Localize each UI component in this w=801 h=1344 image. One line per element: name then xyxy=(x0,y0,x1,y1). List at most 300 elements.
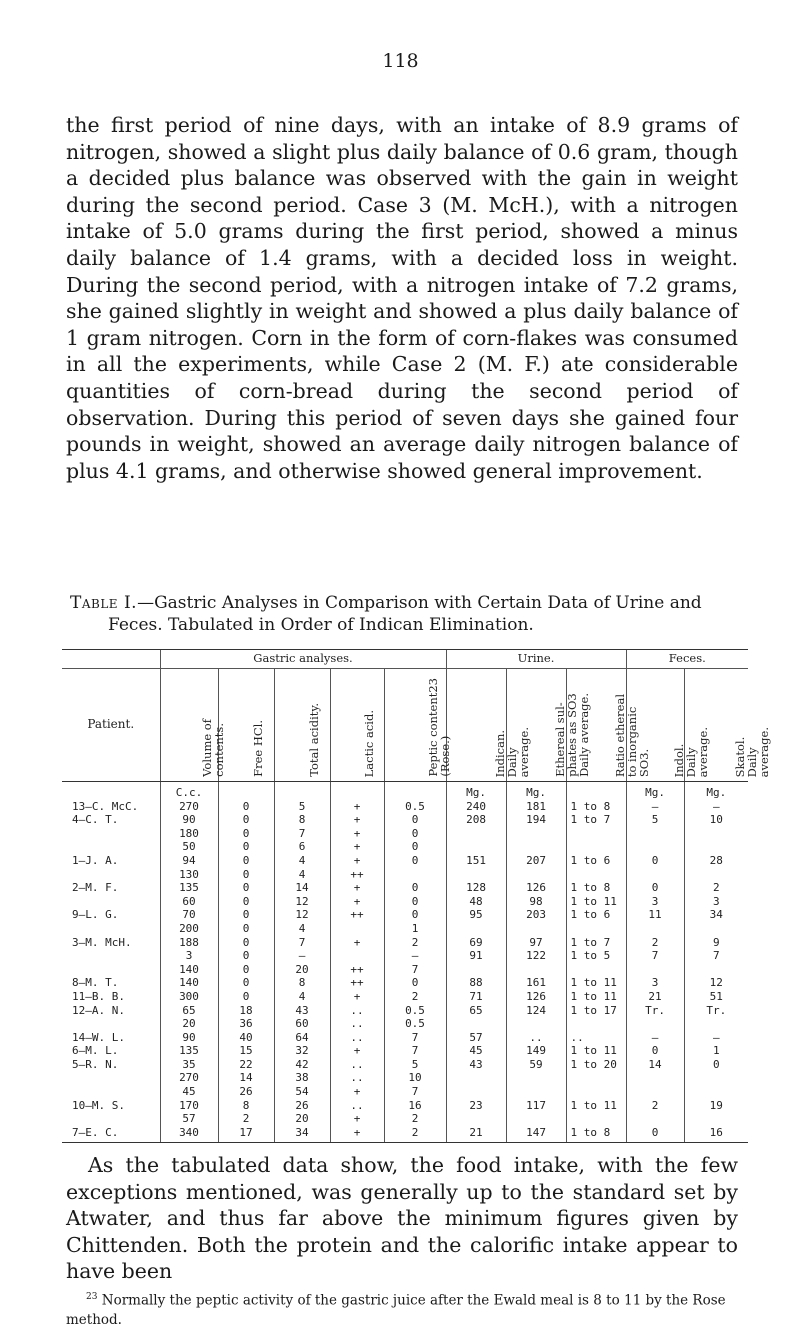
cell-lactic-acid: + xyxy=(330,1112,384,1126)
cell-patient xyxy=(62,827,160,841)
cell-patient: 14—W. L. xyxy=(72,1030,125,1044)
cell-skatol: 9 xyxy=(684,936,748,950)
cell-ethereal-sulphates: 98 xyxy=(506,895,566,909)
cell-peptic-content: 0 xyxy=(384,895,446,909)
table-row xyxy=(62,1058,748,1072)
cell-peptic-content: 2 xyxy=(384,1112,446,1126)
cell-indican: 65 xyxy=(446,1004,506,1018)
cell-indol xyxy=(626,1017,684,1031)
table-row xyxy=(62,868,748,882)
cell-ratio: 1 to 7 xyxy=(566,936,626,950)
cell-lactic-acid xyxy=(330,949,384,963)
cell-lactic-acid: ++ xyxy=(330,976,384,990)
cell-volume: 35 xyxy=(160,1058,218,1072)
cell-patient xyxy=(62,963,160,977)
cell-indican: 88 xyxy=(446,976,506,990)
cell-indol: 11 xyxy=(626,908,684,922)
cell-volume: 50 xyxy=(160,840,218,854)
cell-indol xyxy=(626,963,684,977)
cell-free-hcl: 18 xyxy=(218,1004,274,1018)
cell-total-acidity: 43 xyxy=(274,1004,330,1018)
cell-indol xyxy=(626,922,684,936)
cell-indol: 7 xyxy=(626,949,684,963)
cell-free-hcl: 0 xyxy=(218,990,274,1004)
cell-indican: 48 xyxy=(446,895,506,909)
cell-patient: 1—J. A. xyxy=(72,853,119,867)
cell-skatol xyxy=(684,868,748,882)
cell-free-hcl: 0 xyxy=(218,976,274,990)
group-blank xyxy=(62,650,160,669)
cell-volume: 300 xyxy=(160,990,218,1004)
cell-peptic-content: 0 xyxy=(384,813,446,827)
table-row xyxy=(62,1112,748,1126)
cell-free-hcl: 0 xyxy=(218,813,274,827)
cell-indican xyxy=(446,1112,506,1126)
cell-ethereal-sulphates: 126 xyxy=(506,990,566,1004)
cell-skatol: 10 xyxy=(684,813,748,827)
cell-ratio: 1 to 11 xyxy=(566,990,626,1004)
table-row xyxy=(62,1017,748,1031)
cell-ethereal-sulphates xyxy=(506,868,566,882)
table-row xyxy=(62,800,748,814)
header-lactic-acid: Lactic acid. xyxy=(330,669,384,782)
cell-indol: 3 xyxy=(626,895,684,909)
unit-cell xyxy=(274,782,330,800)
cell-peptic-content: 7 xyxy=(384,1031,446,1045)
cell-skatol: 12 xyxy=(684,976,748,990)
cell-ratio: 1 to 8 xyxy=(566,800,626,814)
group-feces: Feces. xyxy=(626,650,748,669)
cell-free-hcl: 0 xyxy=(218,800,274,814)
cell-lactic-acid xyxy=(330,922,384,936)
cell-peptic-content: 0 xyxy=(384,908,446,922)
cell-ratio: 1 to 6 xyxy=(566,854,626,868)
cell-ethereal-sulphates xyxy=(506,922,566,936)
table-row xyxy=(62,895,748,909)
cell-peptic-content: 0 xyxy=(384,854,446,868)
cell-total-acidity: 8 xyxy=(274,976,330,990)
table-row xyxy=(62,1031,748,1045)
cell-volume: 140 xyxy=(160,976,218,990)
cell-indol xyxy=(626,868,684,882)
cell-skatol: Tr. xyxy=(684,1004,748,1018)
cell-ratio: 1 to 11 xyxy=(566,1099,626,1113)
cell-ethereal-sulphates: 117 xyxy=(506,1099,566,1113)
cell-patient: 6—M. L. xyxy=(72,1044,119,1058)
cell-lactic-acid: .. xyxy=(330,1004,384,1018)
cell-ethereal-sulphates: 161 xyxy=(506,976,566,990)
cell-indol: — xyxy=(626,800,684,814)
cell-skatol: 2 xyxy=(684,881,748,895)
cell-ratio xyxy=(566,840,626,854)
body-paragraph-2: As the tabulated data show, the food intake, with the few exceptions mentioned, was generally up to the standard set by Atwater, and thus far above the minimum figures given by Chittenden. Both the protein and the calorific intake appear to have been xyxy=(66,1153,738,1284)
cell-free-hcl: 0 xyxy=(218,963,274,977)
cell-peptic-content: 0.5 xyxy=(384,1004,446,1018)
gastric-urine-feces-table xyxy=(62,649,772,1143)
table-row xyxy=(62,976,748,990)
table-row xyxy=(62,963,748,977)
cell-ratio: 1 to 8 xyxy=(566,881,626,895)
cell-skatol: 3 xyxy=(684,895,748,909)
cell-volume: 45 xyxy=(160,1085,218,1099)
cell-free-hcl: 8 xyxy=(218,1099,274,1113)
cell-indican xyxy=(446,868,506,882)
table-row xyxy=(62,936,748,950)
cell-patient: 10—M. S. xyxy=(72,1098,125,1112)
cell-ethereal-sulphates: 124 xyxy=(506,1004,566,1018)
cell-lactic-acid: .. xyxy=(330,1071,384,1085)
cell-patient xyxy=(62,868,160,882)
table-row xyxy=(62,1004,748,1018)
cell-indol xyxy=(626,1112,684,1126)
cell-ratio: .. xyxy=(566,1031,626,1045)
cell-ratio: 1 to 8 xyxy=(566,1126,626,1143)
cell-total-acidity: 20 xyxy=(274,963,330,977)
cell-lactic-acid: + xyxy=(330,1085,384,1099)
cell-ethereal-sulphates: 194 xyxy=(506,813,566,827)
cell-peptic-content: 7 xyxy=(384,963,446,977)
cell-indol xyxy=(626,827,684,841)
cell-ethereal-sulphates: 122 xyxy=(506,949,566,963)
unit-cell xyxy=(384,782,446,800)
cell-patient: 7—E. C. xyxy=(62,1126,160,1143)
cell-volume: 57 xyxy=(160,1112,218,1126)
cell-indican: 71 xyxy=(446,990,506,1004)
cell-ethereal-sulphates xyxy=(506,1112,566,1126)
cell-lactic-acid: ++ xyxy=(330,963,384,977)
cell-indol: 3 xyxy=(626,976,684,990)
cell-indican: 23 xyxy=(446,1099,506,1113)
cell-total-acidity: 64 xyxy=(274,1031,330,1045)
cell-ethereal-sulphates: 149 xyxy=(506,1044,566,1058)
cell-lactic-acid: + xyxy=(330,1126,384,1143)
cell-total-acidity: 12 xyxy=(274,908,330,922)
cell-total-acidity: 32 xyxy=(274,1044,330,1058)
cell-patient: 12—A. N. xyxy=(72,1003,125,1017)
cell-indican: 95 xyxy=(446,908,506,922)
footnote-marker: 23 xyxy=(86,1292,98,1302)
cell-volume: 60 xyxy=(160,895,218,909)
cell-volume: 94 xyxy=(160,854,218,868)
cell-indol: 5 xyxy=(626,813,684,827)
cell-peptic-content xyxy=(384,868,446,882)
cell-ethereal-sulphates xyxy=(506,1071,566,1085)
cell-total-acidity: 26 xyxy=(274,1099,330,1113)
cell-peptic-content: 7 xyxy=(384,1085,446,1099)
cell-ratio: 1 to 17 xyxy=(566,1004,626,1018)
cell-indol: Tr. xyxy=(626,1004,684,1018)
cell-lactic-acid: + xyxy=(330,1044,384,1058)
unit-cell xyxy=(62,782,160,800)
cell-indican: 91 xyxy=(446,949,506,963)
unit-indol: Mg. xyxy=(626,782,684,800)
cell-patient: 2—M. F. xyxy=(72,881,119,895)
cell-free-hcl: 0 xyxy=(218,840,274,854)
cell-skatol: 28 xyxy=(684,854,748,868)
cell-ratio: 1 to 20 xyxy=(566,1058,626,1072)
cell-patient: 13—C. McC. xyxy=(72,799,139,813)
unit-cell xyxy=(566,782,626,800)
cell-ethereal-sulphates: 181 xyxy=(506,800,566,814)
cell-indol: 2 xyxy=(626,1099,684,1113)
cell-ratio xyxy=(566,868,626,882)
cell-ratio: 1 to 5 xyxy=(566,949,626,963)
cell-lactic-acid: + xyxy=(330,936,384,950)
cell-peptic-content: 7 xyxy=(384,1044,446,1058)
cell-indican xyxy=(446,1071,506,1085)
cell-skatol xyxy=(684,1112,748,1126)
cell-patient xyxy=(62,1017,160,1031)
table-row xyxy=(62,908,748,922)
cell-ratio: 1 to 11 xyxy=(566,976,626,990)
cell-free-hcl: 0 xyxy=(218,854,274,868)
cell-free-hcl: 14 xyxy=(218,1071,274,1085)
cell-skatol xyxy=(684,922,748,936)
cell-skatol xyxy=(684,840,748,854)
cell-volume: 90 xyxy=(160,1031,218,1045)
table-caption-label: Table I. xyxy=(70,593,138,613)
cell-peptic-content: 10 xyxy=(384,1071,446,1085)
header-indican: Indican. Daily average. xyxy=(446,669,506,782)
cell-peptic-content: 2 xyxy=(384,990,446,1004)
body-paragraph-1: the first period of nine days, with an intake of 8.9 grams of nitrogen, showed a slight plus daily balance of 0.6 gram, though a decided plus balance was observed with the gain in weight during the second period. Case 3 (M. McH.), with a nitrogen intake of 5.0 grams during the first period, showed a minus daily balance of 1.4 grams, with a decided loss in weight. During the second period, with a nitrogen intake of 7.2 grams, she gained slightly in weight and showed a plus daily balance of 1 gram nitrogen. Corn in the form of corn-flakes was consumed in all the experiments, while Case 2 (M. F.) ate considerable quantities of corn-bread during the second period of observation. During this period of seven days she gained four pounds in weight, showed an average daily nitrogen balance of plus 4.1 grams, and otherwise showed general improvement. xyxy=(66,113,738,483)
cell-skatol: 51 xyxy=(684,990,748,1004)
footnote xyxy=(66,1288,738,1330)
cell-ethereal-sulphates: 126 xyxy=(506,881,566,895)
cell-indican xyxy=(446,1085,506,1099)
cell-patient xyxy=(62,840,160,854)
cell-patient: 5—R. N. xyxy=(72,1057,119,1071)
unit-cell xyxy=(330,782,384,800)
cell-total-acidity: 4 xyxy=(274,854,330,868)
cell-ratio xyxy=(566,1085,626,1099)
cell-patient: 3—M. McH. xyxy=(72,935,132,949)
table-row xyxy=(62,1071,748,1085)
cell-indican: 21 xyxy=(446,1126,506,1143)
cell-volume: 170 xyxy=(160,1099,218,1113)
cell-skatol: 1 xyxy=(684,1044,748,1058)
cell-free-hcl: 22 xyxy=(218,1058,274,1072)
cell-indican xyxy=(446,827,506,841)
cell-peptic-content: 0 xyxy=(384,976,446,990)
cell-peptic-content: 0.5 xyxy=(384,800,446,814)
cell-indican xyxy=(446,963,506,977)
table-row xyxy=(62,949,748,963)
cell-peptic-content: 2 xyxy=(384,936,446,950)
cell-patient xyxy=(62,895,160,909)
cell-indican: 57 xyxy=(446,1031,506,1045)
cell-skatol xyxy=(684,1071,748,1085)
cell-lactic-acid: + xyxy=(330,840,384,854)
table-row xyxy=(62,1085,748,1099)
cell-volume: 65 xyxy=(160,1004,218,1018)
cell-patient xyxy=(62,949,160,963)
cell-volume: 270 xyxy=(160,1071,218,1085)
header-patient: Patient. xyxy=(62,669,160,782)
cell-indican xyxy=(446,840,506,854)
cell-lactic-acid: .. xyxy=(330,1031,384,1045)
cell-patient xyxy=(62,1112,160,1126)
table-row xyxy=(62,840,748,854)
cell-indol: — xyxy=(626,1031,684,1045)
group-urine: Urine. xyxy=(446,650,626,669)
unit-ethereal: Mg. xyxy=(506,782,566,800)
cell-ratio: 1 to 7 xyxy=(566,813,626,827)
cell-ethereal-sulphates: 147 xyxy=(506,1126,566,1143)
cell-volume: 135 xyxy=(160,1044,218,1058)
cell-total-acidity: — xyxy=(274,949,330,963)
cell-free-hcl: 2 xyxy=(218,1112,274,1126)
cell-indol: 21 xyxy=(626,990,684,1004)
cell-free-hcl: 15 xyxy=(218,1044,274,1058)
cell-peptic-content: 16 xyxy=(384,1099,446,1113)
cell-total-acidity: 38 xyxy=(274,1071,330,1085)
cell-free-hcl: 36 xyxy=(218,1017,274,1031)
cell-skatol: — xyxy=(684,800,748,814)
cell-peptic-content: 2 xyxy=(384,1126,446,1143)
cell-ethereal-sulphates xyxy=(506,840,566,854)
cell-lactic-acid: + xyxy=(330,990,384,1004)
cell-total-acidity: 42 xyxy=(274,1058,330,1072)
header-volume: Volume of contents. xyxy=(160,669,218,782)
cell-skatol: 34 xyxy=(684,908,748,922)
cell-total-acidity: 60 xyxy=(274,1017,330,1031)
header-ethereal-sulphates: Ethereal sul- phates as SO3 Daily average. xyxy=(506,669,566,782)
cell-total-acidity: 54 xyxy=(274,1085,330,1099)
cell-indican: 240 xyxy=(446,800,506,814)
cell-indican: 208 xyxy=(446,813,506,827)
cell-indol xyxy=(626,1071,684,1085)
cell-lactic-acid: .. xyxy=(330,1099,384,1113)
cell-total-acidity: 34 xyxy=(274,1126,330,1143)
table-row xyxy=(62,990,748,1004)
cell-patient: 8—M. T. xyxy=(72,976,119,990)
table-caption-line-2: Feces. Tabulated in Order of Indican Elimination. xyxy=(108,615,534,635)
cell-indican: 43 xyxy=(446,1058,506,1072)
cell-ratio xyxy=(566,1017,626,1031)
cell-skatol xyxy=(684,963,748,977)
table-row xyxy=(62,854,748,868)
cell-skatol xyxy=(684,1017,748,1031)
cell-peptic-content: 0 xyxy=(384,827,446,841)
cell-peptic-content: 0 xyxy=(384,840,446,854)
cell-ethereal-sulphates: .. xyxy=(506,1031,566,1045)
cell-free-hcl: 0 xyxy=(218,949,274,963)
cell-patient: 4—C. T. xyxy=(72,813,119,827)
cell-indol: 0 xyxy=(626,854,684,868)
table-row xyxy=(62,1044,748,1058)
cell-ethereal-sulphates xyxy=(506,1085,566,1099)
cell-volume: 140 xyxy=(160,963,218,977)
cell-free-hcl: 0 xyxy=(218,922,274,936)
cell-total-acidity: 4 xyxy=(274,868,330,882)
header-indol: Indol. Daily average. xyxy=(626,669,684,782)
cell-free-hcl: 0 xyxy=(218,868,274,882)
cell-indican xyxy=(446,922,506,936)
cell-total-acidity: 14 xyxy=(274,881,330,895)
cell-indican: 128 xyxy=(446,881,506,895)
cell-skatol: 0 xyxy=(684,1058,748,1072)
cell-total-acidity: 7 xyxy=(274,827,330,841)
cell-patient xyxy=(62,1085,160,1099)
cell-ratio xyxy=(566,1071,626,1085)
cell-lactic-acid: + xyxy=(330,895,384,909)
cell-peptic-content: 1 xyxy=(384,922,446,936)
table-row xyxy=(62,1126,748,1143)
cell-lactic-acid: + xyxy=(330,800,384,814)
cell-ratio: 1 to 6 xyxy=(566,908,626,922)
cell-volume: 340 xyxy=(160,1126,218,1143)
cell-indol xyxy=(626,1085,684,1099)
cell-lactic-acid: ++ xyxy=(330,908,384,922)
cell-patient xyxy=(62,922,160,936)
cell-total-acidity: 5 xyxy=(274,800,330,814)
cell-free-hcl: 40 xyxy=(218,1031,274,1045)
cell-skatol xyxy=(684,1085,748,1099)
cell-volume: 20 xyxy=(160,1017,218,1031)
cell-patient: 9—L. G. xyxy=(72,908,119,922)
cell-peptic-content: 5 xyxy=(384,1058,446,1072)
cell-skatol: 19 xyxy=(684,1099,748,1113)
table-row xyxy=(62,881,748,895)
cell-volume: 90 xyxy=(160,813,218,827)
cell-indol: 0 xyxy=(626,1126,684,1143)
group-gastric-analyses: Gastric analyses. xyxy=(160,650,446,669)
cell-skatol: 7 xyxy=(684,949,748,963)
cell-indol: 0 xyxy=(626,1044,684,1058)
page-number: 118 xyxy=(382,50,419,72)
cell-total-acidity: 4 xyxy=(274,922,330,936)
cell-indol xyxy=(626,840,684,854)
cell-ethereal-sulphates: 59 xyxy=(506,1058,566,1072)
cell-indican: 45 xyxy=(446,1044,506,1058)
cell-free-hcl: 0 xyxy=(218,908,274,922)
cell-indican: 151 xyxy=(446,854,506,868)
unit-indican: Mg. xyxy=(446,782,506,800)
cell-ethereal-sulphates: 203 xyxy=(506,908,566,922)
cell-indol: 14 xyxy=(626,1058,684,1072)
cell-lactic-acid: ++ xyxy=(330,868,384,882)
cell-free-hcl: 0 xyxy=(218,936,274,950)
header-ratio: Ratio ethereal to inorganic SO3. xyxy=(566,669,626,782)
cell-total-acidity: 8 xyxy=(274,813,330,827)
cell-ratio: 1 to 11 xyxy=(566,1044,626,1058)
cell-free-hcl: 0 xyxy=(218,827,274,841)
cell-ethereal-sulphates: 207 xyxy=(506,854,566,868)
unit-volume: C.c. xyxy=(160,782,218,800)
cell-total-acidity: 7 xyxy=(274,936,330,950)
cell-ratio xyxy=(566,827,626,841)
cell-free-hcl: 26 xyxy=(218,1085,274,1099)
table-row xyxy=(62,922,748,936)
footnote-text: Normally the peptic activity of the gastric juice after the Ewald meal is 8 to 11 by the Rose method. xyxy=(66,1292,726,1328)
cell-ethereal-sulphates xyxy=(506,963,566,977)
cell-volume: 3 xyxy=(160,949,218,963)
cell-lactic-acid: + xyxy=(330,881,384,895)
cell-peptic-content: 0.5 xyxy=(384,1017,446,1031)
cell-lactic-acid: .. xyxy=(330,1058,384,1072)
cell-volume: 180 xyxy=(160,827,218,841)
cell-indol: 2 xyxy=(626,936,684,950)
table-row xyxy=(62,1099,748,1113)
table-row xyxy=(62,813,748,827)
cell-ethereal-sulphates: 97 xyxy=(506,936,566,950)
cell-ratio: 1 to 11 xyxy=(566,895,626,909)
cell-free-hcl: 0 xyxy=(218,895,274,909)
cell-indican: 69 xyxy=(446,936,506,950)
cell-indol: 0 xyxy=(626,881,684,895)
cell-free-hcl: 0 xyxy=(218,881,274,895)
